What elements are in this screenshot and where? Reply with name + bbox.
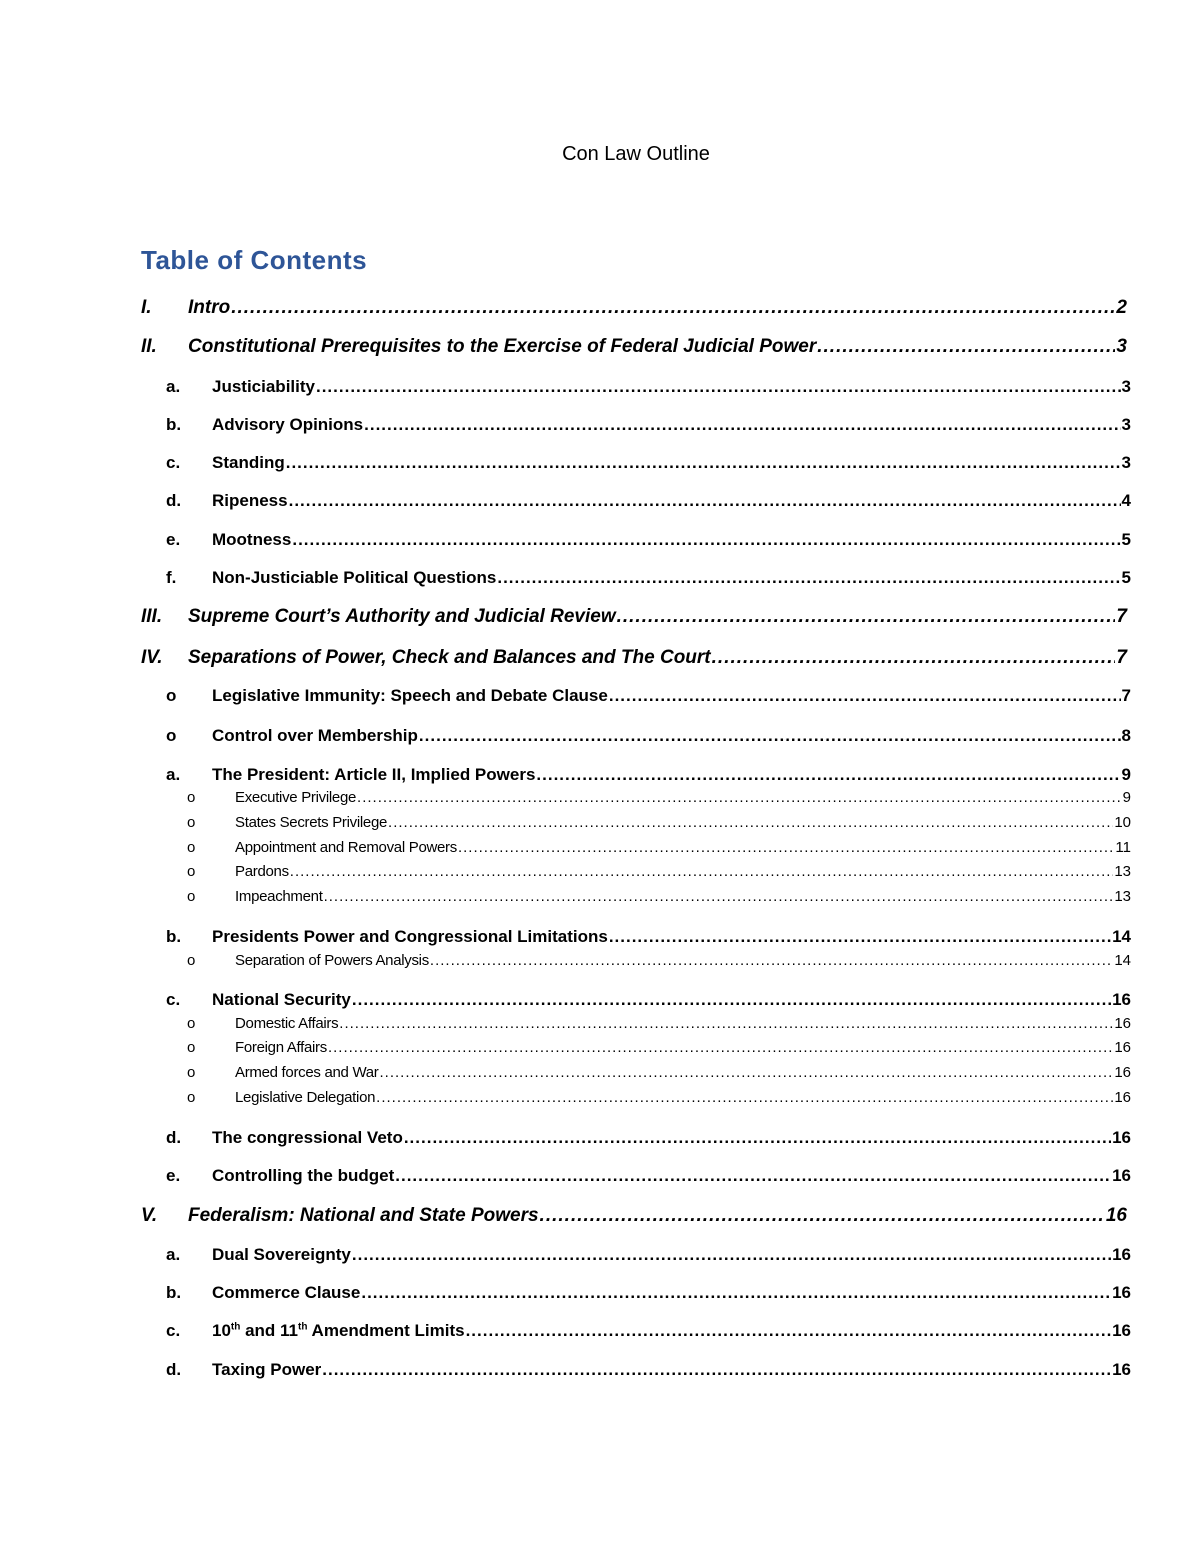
- toc-entry[interactable]: [141, 298, 1131, 317]
- toc-entry-number: o: [187, 952, 196, 969]
- toc-page-number: 13: [1114, 888, 1131, 905]
- dot-leader: [328, 1040, 1113, 1055]
- dot-leader: [364, 416, 1120, 433]
- dot-leader: [316, 378, 1121, 395]
- toc-entry[interactable]: [141, 569, 1131, 586]
- dot-leader: [324, 889, 1114, 904]
- toc-entry-number: b.: [166, 415, 182, 434]
- dot-leader: [339, 1016, 1113, 1031]
- toc-entry[interactable]: [141, 337, 1131, 356]
- toc-page-number: 16: [1112, 1166, 1131, 1185]
- toc-entry[interactable]: [141, 889, 1131, 904]
- toc-entry-number: o: [187, 1089, 196, 1106]
- toc-page-number: 16: [1114, 1089, 1131, 1106]
- toc-entry-label: Armed forces and War: [235, 1064, 379, 1081]
- dot-leader: [352, 1246, 1111, 1263]
- toc-entry-number: I.: [141, 297, 152, 318]
- dot-leader: [430, 953, 1113, 968]
- toc-entry-number: c.: [166, 1321, 181, 1340]
- toc-entry-label: Federalism: National and State Powers: [188, 1205, 539, 1226]
- toc-entry-number: o: [187, 1064, 196, 1081]
- toc-entry[interactable]: [141, 727, 1131, 744]
- document-title: Con Law Outline: [562, 143, 710, 165]
- dot-leader: [419, 727, 1121, 744]
- toc-entry-label: Advisory Opinions: [212, 415, 364, 434]
- toc-entry[interactable]: [141, 416, 1131, 433]
- dot-leader: [376, 1090, 1113, 1105]
- toc-entry-label: Executive Privilege: [235, 789, 357, 806]
- toc-page-number: 3: [1121, 415, 1131, 434]
- toc-entry[interactable]: [141, 766, 1131, 783]
- toc-entry-label: Control over Membership: [212, 726, 418, 745]
- dot-leader: [388, 815, 1113, 830]
- toc-entry-label: The President: Article II, Implied Powers: [212, 765, 536, 784]
- toc-entry-label: Supreme Court’s Authority and Judicial Review: [188, 606, 616, 627]
- toc-entry-label: States Secrets Privilege: [235, 814, 388, 831]
- dot-leader: [395, 1167, 1111, 1184]
- toc-entry-label: Controlling the budget: [212, 1166, 395, 1185]
- dot-leader: [609, 928, 1111, 945]
- toc-entry-label: Taxing Power: [212, 1360, 322, 1379]
- toc-entry[interactable]: [141, 953, 1131, 968]
- toc-entry-number: o: [187, 888, 196, 905]
- dot-leader: [286, 454, 1121, 471]
- dot-leader: [497, 569, 1120, 586]
- toc-entry[interactable]: [141, 607, 1131, 626]
- dot-leader: [712, 648, 1116, 667]
- label-part: Amendment Limits: [307, 1321, 465, 1340]
- dot-leader: [404, 1129, 1111, 1146]
- toc-entry-number: a.: [166, 1245, 181, 1264]
- toc-entry-number: o: [187, 1015, 196, 1032]
- toc-entry-label: Legislative Immunity: Speech and Debate Clause: [212, 686, 608, 705]
- toc-entry[interactable]: [141, 790, 1131, 805]
- label-part: and 11: [240, 1321, 299, 1340]
- toc-page-number: 16: [1105, 1205, 1127, 1226]
- toc-entry-label: Pardons: [235, 863, 289, 880]
- toc-entry[interactable]: [141, 687, 1131, 704]
- toc-entry-number: o: [187, 814, 196, 831]
- toc-entry[interactable]: [141, 991, 1131, 1008]
- toc-entry-label: [212, 1322, 465, 1339]
- dot-leader: [352, 991, 1111, 1008]
- toc-page-number: 3: [1121, 377, 1131, 396]
- dot-leader: [817, 337, 1115, 356]
- toc-entry-number: a.: [166, 377, 181, 396]
- toc-entry-number: a.: [166, 765, 181, 784]
- toc-entry-number: b.: [166, 927, 182, 946]
- dot-leader: [322, 1361, 1111, 1378]
- toc-entry[interactable]: [141, 531, 1131, 548]
- toc-entry-label: Foreign Affairs: [235, 1039, 327, 1056]
- toc-entry[interactable]: [141, 1206, 1131, 1225]
- toc-entry[interactable]: [141, 840, 1131, 855]
- toc-page-number: 13: [1114, 863, 1131, 880]
- dot-leader: [290, 864, 1114, 879]
- toc-page-number: 16: [1114, 1015, 1131, 1032]
- toc-entry-number: o: [187, 863, 196, 880]
- toc-page-number: 9: [1121, 765, 1131, 784]
- toc-entry-label: Domestic Affairs: [235, 1015, 339, 1032]
- ordinal-suffix: th: [230, 1321, 241, 1333]
- toc-entry[interactable]: [141, 1322, 1131, 1339]
- toc-entry-number: e.: [166, 1166, 181, 1185]
- toc-entry-label: Standing: [212, 453, 285, 472]
- toc-entry-label: Commerce Clause: [212, 1283, 361, 1302]
- toc-page-number: 16: [1112, 1128, 1131, 1147]
- toc-page-number: 16: [1112, 1283, 1131, 1302]
- toc-entry-label: The congressional Veto: [212, 1128, 403, 1147]
- toc-entry-number: III.: [141, 606, 163, 627]
- toc-page-number: 16: [1112, 1245, 1131, 1264]
- toc-page-number: 11: [1115, 839, 1131, 856]
- toc-page-number: 16: [1112, 1321, 1131, 1340]
- toc-entry-label: Appointment and Removal Powers: [235, 839, 457, 856]
- toc-entry[interactable]: [141, 454, 1131, 471]
- toc-entry-number: d.: [166, 491, 182, 510]
- dot-leader: [292, 531, 1120, 548]
- toc-entry-label: Legislative Delegation: [235, 1089, 376, 1106]
- toc-entry-number: f.: [166, 568, 177, 587]
- toc-entry-number: IV.: [141, 647, 163, 668]
- toc-page-number: 8: [1121, 726, 1131, 745]
- dot-leader: [289, 492, 1121, 509]
- toc-entry-number: o: [187, 839, 196, 856]
- toc-page-number: 16: [1112, 1360, 1131, 1379]
- toc-page-number: 9: [1122, 789, 1131, 806]
- toc-entry[interactable]: [141, 1090, 1131, 1105]
- toc-entry-number: d.: [166, 1128, 182, 1147]
- toc-entry[interactable]: [141, 1016, 1131, 1031]
- toc-entry-label: Constitutional Prerequisites to the Exercise of Federal Judicial Power: [188, 336, 817, 357]
- dot-leader: [357, 790, 1122, 805]
- dot-leader: [466, 1322, 1112, 1339]
- toc-entry[interactable]: [141, 1284, 1131, 1301]
- toc-entry-number: o: [166, 686, 177, 705]
- toc-page-number: 7: [1116, 606, 1127, 627]
- label-part: 10: [212, 1321, 231, 1340]
- toc-page-number: 2: [1116, 297, 1127, 318]
- toc-entry-label: Separations of Power, Check and Balances and The Court: [188, 647, 711, 668]
- toc-entry[interactable]: [141, 864, 1131, 879]
- dot-leader: [458, 840, 1114, 855]
- toc-page-number: 5: [1121, 530, 1131, 549]
- toc-entry[interactable]: [141, 1167, 1131, 1184]
- toc-entry-label: Intro: [188, 297, 231, 318]
- dot-leader: [609, 687, 1121, 704]
- dot-leader: [361, 1284, 1111, 1301]
- toc-entry[interactable]: [141, 1361, 1131, 1378]
- toc-entry-number: c.: [166, 990, 181, 1009]
- toc-page-number: 7: [1121, 686, 1131, 705]
- dot-leader: [617, 607, 1116, 626]
- toc-heading: Table of Contents: [141, 245, 368, 275]
- dot-leader: [231, 298, 1115, 317]
- dot-leader: [380, 1065, 1114, 1080]
- toc-entry-number: V.: [141, 1205, 158, 1226]
- toc-page-number: 3: [1116, 336, 1127, 357]
- toc-page-number: 10: [1114, 814, 1131, 831]
- toc-page-number: 5: [1121, 568, 1131, 587]
- toc-entry[interactable]: [141, 1129, 1131, 1146]
- toc-entry[interactable]: [141, 928, 1131, 945]
- toc-entry[interactable]: [141, 1040, 1131, 1055]
- toc-entry-label: Separation of Powers Analysis: [235, 952, 429, 969]
- toc-entry-label: Ripeness: [212, 491, 288, 510]
- toc-entry-number: c.: [166, 453, 181, 472]
- toc-entry-number: b.: [166, 1283, 182, 1302]
- toc-entry-label: Impeachment: [235, 888, 323, 905]
- toc-entry-label: National Security: [212, 990, 351, 1009]
- toc-entry-label: Justiciability: [212, 377, 315, 396]
- toc-entry[interactable]: [141, 815, 1131, 830]
- toc-entry-label: Non-Justiciable Political Questions: [212, 568, 497, 587]
- toc-entry-number: e.: [166, 530, 181, 549]
- toc-entry[interactable]: [141, 378, 1131, 395]
- toc-page-number: 16: [1114, 1039, 1131, 1056]
- toc-entry-label: Dual Sovereignty: [212, 1245, 351, 1264]
- toc-entry-number: o: [166, 726, 177, 745]
- toc-page-number: 7: [1116, 647, 1127, 668]
- toc-entry[interactable]: [141, 1246, 1131, 1263]
- toc-entry-number: II.: [141, 336, 157, 357]
- dot-leader: [540, 1206, 1105, 1225]
- dot-leader: [536, 766, 1120, 783]
- toc-page-number: 16: [1112, 990, 1131, 1009]
- toc-entry[interactable]: [141, 1065, 1131, 1080]
- toc-page-number: 14: [1112, 927, 1131, 946]
- toc-entry-number: d.: [166, 1360, 182, 1379]
- toc-entry-label: Presidents Power and Congressional Limitations: [212, 927, 608, 946]
- toc-page-number: 16: [1114, 1064, 1131, 1081]
- toc-page-number: 3: [1121, 453, 1131, 472]
- toc-entry-number: o: [187, 789, 196, 806]
- toc-page-number: 14: [1114, 952, 1131, 969]
- toc-entry[interactable]: [141, 648, 1131, 667]
- toc-entry[interactable]: [141, 492, 1131, 509]
- toc-page-number: 4: [1121, 491, 1131, 510]
- ordinal-suffix: th: [298, 1321, 308, 1333]
- toc-entry-label: Mootness: [212, 530, 292, 549]
- toc-entry-number: o: [187, 1039, 196, 1056]
